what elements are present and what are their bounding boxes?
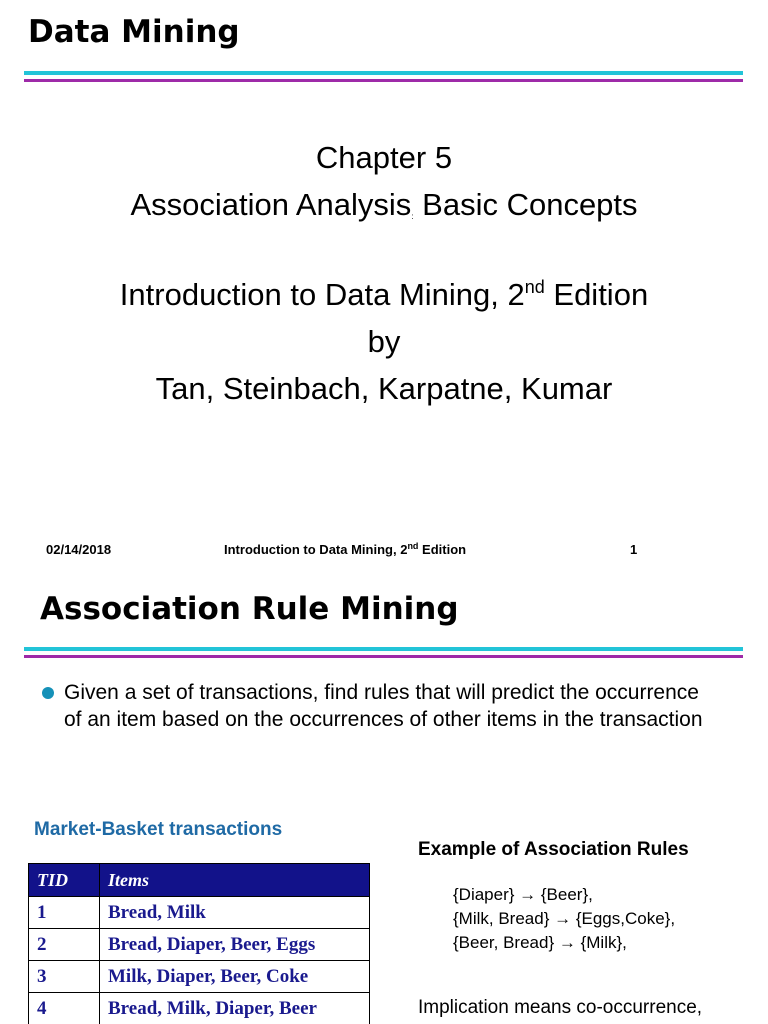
cell-items: Bread, Diaper, Beer, Eggs: [100, 929, 370, 961]
cell-tid: 3: [29, 961, 100, 993]
transactions-table: [28, 863, 370, 1024]
authors: Tan, Steinbach, Karpatne, Kumar: [155, 371, 613, 406]
cell-tid: 4: [29, 993, 100, 1024]
title-rule-purple: [24, 79, 743, 82]
cell-tid: 2: [29, 929, 100, 961]
bullet-item: [42, 679, 722, 733]
chapter-subtitle: Association Analysis: Basic Concepts: [130, 187, 638, 222]
rule-item: {Milk, Bread} → {Eggs,Coke},: [453, 909, 676, 928]
title-rule-cyan: [24, 647, 743, 651]
rule-item: {Beer, Bread} → {Milk},: [453, 933, 627, 952]
example-rules-list: [453, 883, 675, 955]
slide-2: [0, 577, 768, 1024]
bullet-dot-icon: [42, 687, 54, 699]
footer-page-number: 1: [630, 542, 638, 557]
book-block: [0, 271, 768, 412]
slide-title: Data Mining: [28, 14, 240, 50]
chapter-heading: Chapter 5: [315, 140, 453, 175]
cell-items: Bread, Milk: [100, 897, 370, 929]
title-block: [0, 134, 768, 240]
by-line: by: [367, 324, 401, 359]
header-tid: TID: [29, 864, 100, 897]
table-row: [29, 993, 370, 1024]
rule-item: {Diaper} → {Beer},: [453, 885, 593, 904]
table-row: [29, 961, 370, 993]
book-title: Introduction to Data Mining, 2nd Edition: [119, 277, 649, 312]
title-rule-cyan: [24, 71, 743, 75]
table-row: [29, 929, 370, 961]
table-row: [29, 897, 370, 929]
cell-tid: 1: [29, 897, 100, 929]
cell-items: Bread, Milk, Diaper, Beer: [100, 993, 370, 1024]
title-rule-purple: [24, 655, 743, 658]
example-rules-title: Example of Association Rules: [418, 839, 689, 860]
cell-items: Milk, Diaper, Beer, Coke: [100, 961, 370, 993]
bullet-text: Given a set of transactions, find rules that will predict the occurrence of an item based on the occurrences of other items in the transaction: [64, 681, 703, 731]
header-items: Items: [100, 864, 370, 897]
table-header-row: [29, 864, 370, 897]
slide-title: Association Rule Mining: [40, 591, 459, 627]
table-caption: Market-Basket transactions: [34, 819, 283, 840]
footer-date: 02/14/2018: [46, 542, 112, 557]
footer-book: Introduction to Data Mining, 2nd Edition: [224, 541, 467, 557]
implication-note: Implication means co-occurrence,: [418, 997, 703, 1018]
